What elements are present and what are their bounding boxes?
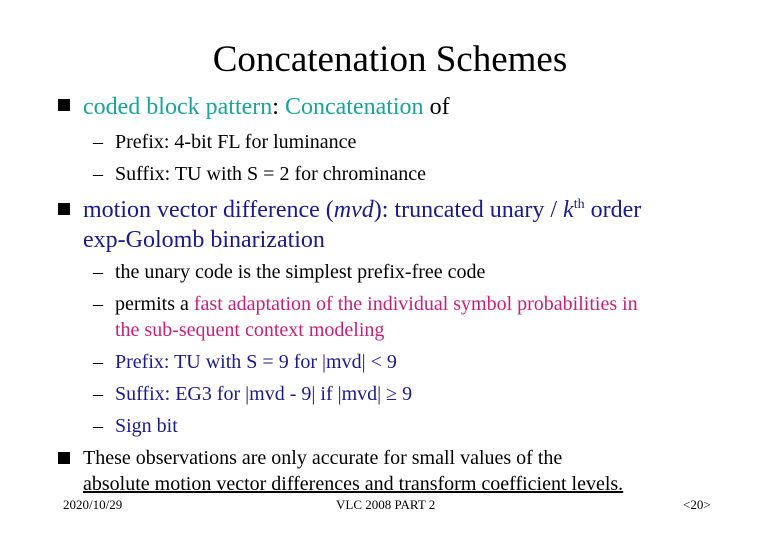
footer-date: 2020/10/29 <box>63 497 123 512</box>
sub-sign-bit: Sign bit <box>115 415 178 437</box>
bullet-mvd-line2: exp-Golomb binarization <box>83 227 325 253</box>
footer-course: VLC 2008 PART 2 <box>336 497 436 512</box>
sub-suffix-eg3: Suffix: EG3 for |mvd - 9| if |mvd| ≥ 9 <box>115 383 413 405</box>
dash-marker: – <box>93 131 103 153</box>
sub-fast-adaptation-cont: the sub-sequent context modeling <box>115 319 385 341</box>
bullet-square-icon <box>58 203 70 215</box>
bullet-observations-line1: These observations are only accurate for small values of the <box>83 447 563 469</box>
bullet-square-icon <box>58 452 70 464</box>
bullet-observations-line2: absolute motion vector differences and transform coefficient levels. <box>83 473 624 495</box>
dash-marker: – <box>93 293 103 315</box>
dash-marker: – <box>93 383 103 405</box>
sub-prefix-tu: Prefix: TU with S = 9 for |mvd| < 9 <box>115 351 397 373</box>
sub-suffix-tu: Suffix: TU with S = 2 for chrominance <box>115 163 427 185</box>
dash-marker: – <box>93 351 103 373</box>
sub-unary-code: the unary code is the simplest prefix-free code <box>115 261 486 283</box>
term-concatenation: Concatenation <box>284 94 424 120</box>
dash-marker: – <box>93 415 103 437</box>
bullet-mvd-line1: motion vector difference (mvd): truncated unary / $k^{th}$ order <box>83 197 642 223</box>
sub-fast-adaptation: permits a fast adaptation of the individual symbol probabilities in <box>115 293 638 315</box>
term-coded-block-pattern: coded block pattern <box>83 94 273 120</box>
bullet-square-icon <box>58 99 70 111</box>
slide-title: Concatenation Schemes <box>212 39 568 80</box>
footer-page-number: <20> <box>683 497 711 512</box>
dash-marker: – <box>93 261 103 283</box>
sub-prefix-fl: Prefix: 4-bit FL for luminance <box>115 131 357 153</box>
dash-marker: – <box>93 163 103 185</box>
bullet-coded-block-pattern: coded block pattern: Concatenation of <box>83 94 450 120</box>
